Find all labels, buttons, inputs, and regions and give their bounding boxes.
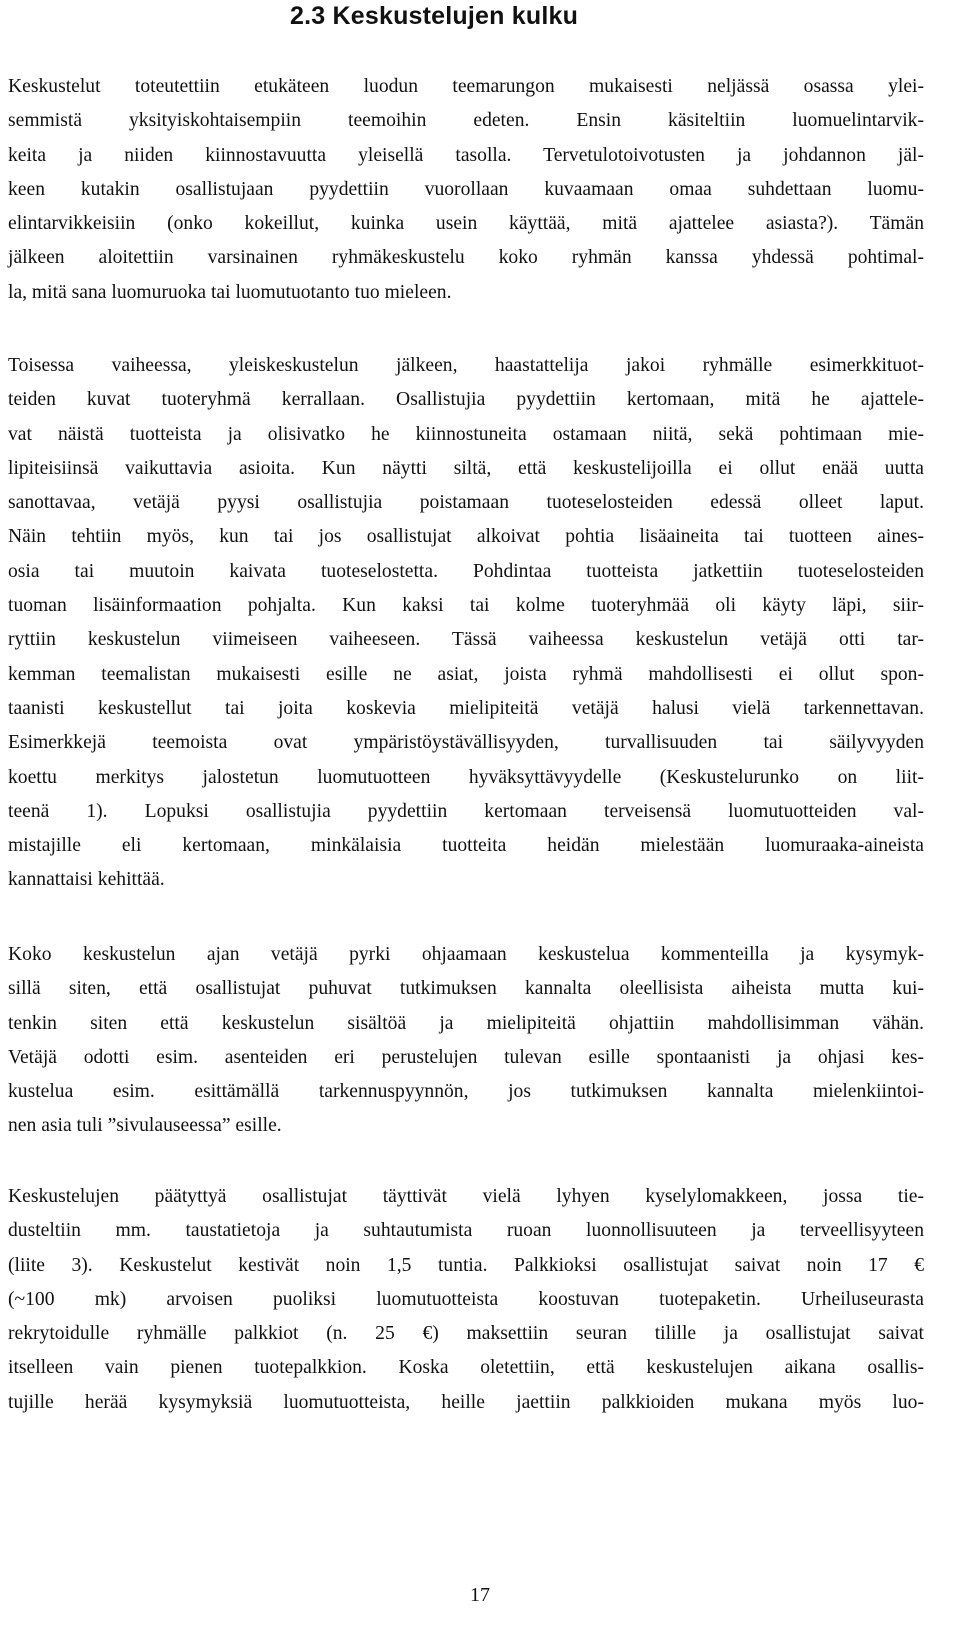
text-line: Keskustelut toteutettiin etukäteen luodun teemarungon mukaisesti neljässä osassa ylei- [8, 76, 924, 97]
text-line: la, mitä sana luomuruoka tai luomutuotanto tuo mieleen. [8, 281, 452, 303]
text-line: Vetäjä odotti esim. asenteiden eri perustelujen tulevan esille spontaanisti ja ohjasi kes- [8, 1046, 924, 1068]
text-line: Esimerkkejä teemoista ovat ympäristöystävällisyyden, turvallisuuden tai säilyvyyden [8, 732, 924, 754]
text-line: nen asia tuli ”sivulauseessa” esille. [8, 1115, 282, 1137]
text-line: tujille herää kysymyksiä luomutuotteista, heille jaettiin palkkioiden mukana myös luo- [8, 1391, 924, 1413]
text-line: teiden kuvat tuoteryhmä kerrallaan. Osallistujia pyydettiin kertomaan, mitä he ajattele- [8, 389, 924, 411]
paragraph-4 [8, 1180, 924, 1420]
text-line: ryttiin keskustelun viimeiseen vaiheeseen. Tässä vaiheessa keskustelun vetäjä otti tar- [8, 629, 924, 651]
text-line: semmistä yksityiskohtaisempiin teemoihin edeten. Ensin käsiteltiin luomuelintarvik- [8, 110, 924, 132]
text-line: lipiteisiinsä vaikuttavia asioita. Kun näytti siltä, että keskustelijoilla ei ollut enää uutta [8, 457, 924, 479]
text-line: jälkeen aloitettiin varsinainen ryhmäkeskustelu koko ryhmän kanssa yhdessä pohtimal- [8, 247, 924, 269]
text-line: sanottavaa, vetäjä pyysi osallistujia poistamaan tuoteselosteiden edessä olleet laput. [8, 492, 924, 514]
text-line: dusteltiin mm. taustatietoja ja suhtautumista ruoan luonnollisuuteen ja terveellisyyteen [8, 1220, 924, 1242]
text-line: rekrytoidulle ryhmälle palkkiot (n. 25 €) maksettiin seuran tilille ja osallistujat saivat [8, 1323, 924, 1345]
text-line: kemman teemalistan mukaisesti esille ne asiat, joista ryhmä mahdollisesti ei ollut spon- [8, 663, 924, 685]
text-line: Keskustelujen päätyttyä osallistujat täyttivät vielä lyhyen kyselylomakkeen, jossa tie- [8, 1186, 924, 1207]
text-line: vat näistä tuotteista ja olisivatko he kiinnostuneita ostamaan niitä, sekä pohtimaan mie- [8, 423, 924, 445]
text-line: koettu merkitys jalostetun luomutuotteen hyväksyttävyydelle (Keskustelurunko on liit- [8, 766, 924, 788]
text-line: teenä 1). Lopuksi osallistujia pyydettiin kertomaan terveisensä luomutuotteiden val- [8, 800, 924, 822]
paragraph-3 [8, 938, 924, 1144]
text-line: keita ja niiden kiinnostavuutta yleisellä tasolla. Tervetulotoivotusten ja johdannon jäl- [8, 144, 924, 166]
text-line: kustelua esim. esittämällä tarkennuspyynnön, jos tutkimuksen kannalta mielenkiintoi- [8, 1081, 924, 1103]
paragraph-1 [8, 70, 924, 310]
text-line: Koko keskustelun ajan vetäjä pyrki ohjaamaan keskustelua kommenteilla ja kysymyk- [8, 944, 924, 965]
text-line: tuoman lisäinformaation pohjalta. Kun kaksi tai kolme tuoteryhmää oli käyty läpi, siir- [8, 595, 924, 617]
text-line: kannattaisi kehittää. [8, 869, 165, 891]
text-line: Näin tehtiin myös, kun tai jos osallistujat alkoivat pohtia lisäaineita tai tuotteen aines- [8, 526, 924, 548]
text-line: keen kutakin osallistujaan pyydettiin vuorollaan kuvaamaan omaa suhdettaan luomu- [8, 178, 924, 200]
page-number: 17 [470, 1584, 490, 1606]
text-line: Toisessa vaiheessa, yleiskeskustelun jälkeen, haastattelija jakoi ryhmälle esimerkkituot- [8, 355, 924, 376]
paragraph-2 [8, 349, 924, 898]
text-line: elintarvikkeisiin (onko kokeillut, kuinka usein käyttää, mitä ajattelee asiasta?). Tämän [8, 213, 924, 235]
text-line: itselleen vain pienen tuotepalkkion. Koska oletettiin, että keskustelujen aikana osallis- [8, 1357, 924, 1379]
text-line: tenkin siten että keskustelun sisältöä ja mielipiteitä ohjattiin mahdollisimman vähän. [8, 1012, 924, 1034]
text-line: (liite 3). Keskustelut kestivät noin 1,5 tuntia. Palkkioksi osallistujat saivat noin 17 € [8, 1254, 924, 1276]
text-line: osia tai muutoin kaivata tuoteselostetta. Pohdintaa tuotteista jatkettiin tuoteselosteiden [8, 560, 924, 582]
text-line: taanisti keskustellut tai joita koskevia mielipiteitä vetäjä halusi vielä tarkennettavan. [8, 697, 924, 719]
text-line: mistajille eli kertomaan, minkälaisia tuotteita heidän mielestään luomuraaka-aineista [8, 835, 924, 857]
text-line: sillä siten, että osallistujat puhuvat tutkimuksen kannalta oleellisista aiheista mutta kui- [8, 978, 924, 1000]
text-line: (~100 mk) arvoisen puoliksi luomutuotteista koostuvan tuotepaketin. Urheiluseurasta [8, 1288, 924, 1310]
section-heading: 2.3 Keskustelujen kulku [290, 2, 579, 30]
